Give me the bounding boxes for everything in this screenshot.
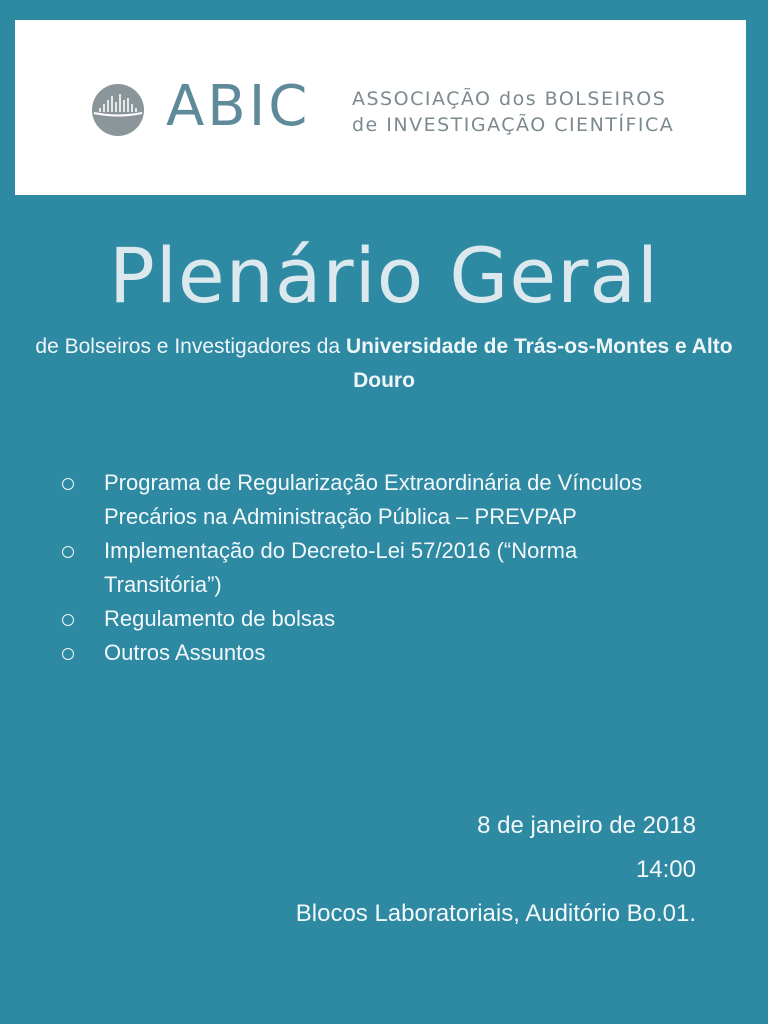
abic-logo-icon xyxy=(90,82,146,138)
agenda-list xyxy=(62,466,682,670)
bullet-icon xyxy=(62,614,74,626)
subtitle xyxy=(30,330,738,398)
page-title: Plenário Geral xyxy=(108,231,660,320)
subtitle-text: de Bolseiros e Investigadores da xyxy=(35,335,346,358)
agenda-item-text: Programa de Regularização Extraordinária de Vínculos Precários na Administração Pública – PREVPAP xyxy=(104,470,643,529)
event-date: 8 de janeiro de 2018 xyxy=(477,812,696,839)
bullet-icon xyxy=(62,546,74,558)
event-details xyxy=(296,804,696,936)
bullet-icon xyxy=(62,648,74,660)
org-name-line2: de INVESTIGAÇÃO CIENTÍFICA xyxy=(352,114,675,136)
bullet-icon xyxy=(62,478,74,490)
agenda-item xyxy=(62,534,682,602)
agenda-item xyxy=(62,466,682,534)
event-time: 14:00 xyxy=(635,856,696,883)
agenda-item-text: Outros Assuntos xyxy=(104,640,266,665)
org-name-line1: ASSOCIAÇÃO dos BOLSEIROS xyxy=(352,88,667,110)
agenda-item xyxy=(62,602,682,636)
agenda-item-text: Implementação do Decreto-Lei 57/2016 (“Norma Transitória”) xyxy=(104,538,578,597)
header-banner xyxy=(15,20,746,195)
agenda-item xyxy=(62,636,682,670)
event-location: Blocos Laboratoriais, Auditório Bo.01. xyxy=(295,900,696,927)
agenda-item-text: Regulamento de bolsas xyxy=(104,606,336,631)
organization-name xyxy=(352,86,674,138)
logo-wordmark: ABIC xyxy=(166,74,311,139)
university-name: Universidade de Trás-os-Montes e Alto Douro xyxy=(345,335,733,392)
